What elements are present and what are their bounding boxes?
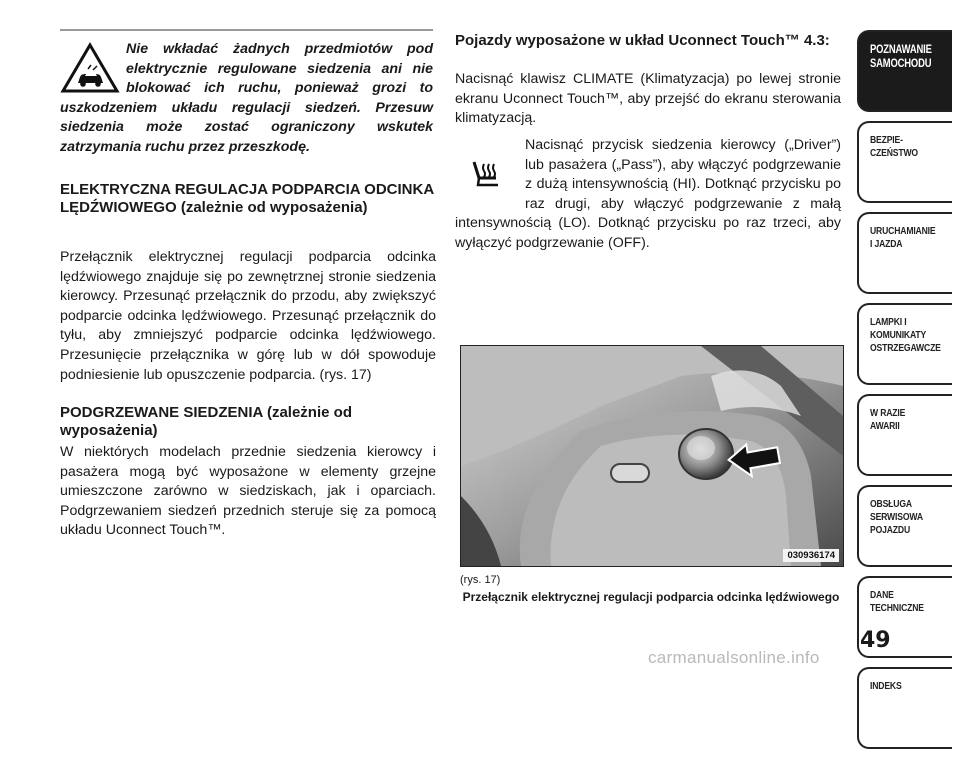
heated-heading-main: PODGRZEWANE SIEDZENIA	[60, 404, 263, 421]
lumbar-switch-photo	[460, 345, 844, 567]
tab-label: DANE TECHNICZNE	[870, 589, 924, 614]
uconnect-body-2: Nacisnąć przycisk siedzenia kierowcy („Driver”) lub pasażera („Pass”), aby włączyć podgrzewanie z dużą intensywnością (HI). Dotknąć przycisku po raz drugi, aby włączyć podgrzewanie z małą intensywnością (LO). Dotknąć przycisku po raz trzeci, aby wyłączyć podgrzewanie (OFF).	[455, 137, 841, 251]
lumbar-heading	[60, 181, 440, 217]
tab-label: LAMPKI I KOMUNIKATY OSTRZEGAWCZE	[870, 316, 941, 354]
heated-seat-icon	[470, 160, 506, 188]
warning-text: Nie wkładać żadnych przedmiotów pod elektrycznie regulowane siedzenia ani nie blokować ich ruchu, ponieważ grozi to uszkodzeniem układu regulacji siedzeń. Przesuw siedzenia może zostać ograniczony wskutek zatrzymania ruchu przez przeszkodę.	[60, 41, 433, 155]
page-number: 49	[860, 628, 891, 653]
lumbar-heading-suffix: (zależnie od wyposażenia)	[176, 199, 368, 216]
tab-label: OBSŁUGA SERWISOWA POJAZDU	[870, 498, 923, 536]
figure-caption: Przełącznik elektrycznej regulacji podparcia odcinka lędźwiowego	[462, 590, 840, 604]
figure-reference: (rys. 17)	[460, 574, 501, 586]
tab-label: POZNAWANIE SAMOCHODU	[870, 44, 932, 70]
lumbar-body: Przełącznik elektrycznej regulacji podparcia odcinka lędźwiowego znajduje się po zewnętrznej stronie siedzenia kierowcy. Przesunąć przełącznik do przodu, aby zwiększyć podparcie odcinka lędźwiowego. Przesunąć przełącznik do tyłu, aby zmniejszyć podparcie odcinka lędźwiowego. Przesunięcie przełącznika w górę lub w dół spowoduje podniesienie lub opuszczenie podparcia. (rys. 17)	[60, 249, 436, 383]
lumbar-heading-main: ELEKTRYCZNA REGULACJA PODPARCIA ODCINKA LĘDŹWIOWEGO	[60, 181, 434, 216]
tab-label: W RAZIE AWARII	[870, 407, 906, 432]
tab-obsluga-serwisowa[interactable]	[857, 485, 952, 567]
tab-label: INDEKS	[870, 680, 902, 692]
uconnect-heading: Pojazdy wyposażone w układ Uconnect Touch™ 4.3:	[455, 32, 830, 49]
tab-indeks[interactable]	[857, 667, 952, 749]
watermark: carmanualsonline.info	[648, 648, 820, 667]
tab-bezpieczenstwo[interactable]	[857, 121, 952, 203]
tab-poznawanie-samochodu[interactable]	[857, 30, 952, 112]
tab-label: URUCHAMIANIE I JAZDA	[870, 225, 936, 250]
tab-w-razie-awarii[interactable]	[857, 394, 952, 476]
heated-seats-heading	[60, 404, 440, 440]
photo-code: 030936174	[783, 549, 839, 562]
tab-lampki-i-komunikaty[interactable]	[857, 303, 952, 385]
tab-uruchamianie-i-jazda[interactable]	[857, 212, 952, 294]
tab-label: BEZPIE- CZEŃSTWO	[870, 134, 918, 159]
uconnect-body-1: Nacisnąć klawisz CLIMATE (Klimatyzacja) po lewej stronie ekranu Uconnect Touch™, aby przejść do ekranu sterowania klimatyzacją.	[455, 71, 841, 127]
heated-seats-body: W niektórych modelach przednie siedzenia kierowcy i pasażera mogą być wyposażone w elementy grzejne umieszczone zarówno w siedziskach, jak i oparciach. Podgrzewaniem siedzeń przednich steruje się za pomocą układu Uconnect Touch™.	[60, 444, 436, 539]
warning-divider	[60, 29, 433, 31]
heated-heading-suffix: (zależnie od wyposażenia)	[60, 404, 352, 439]
